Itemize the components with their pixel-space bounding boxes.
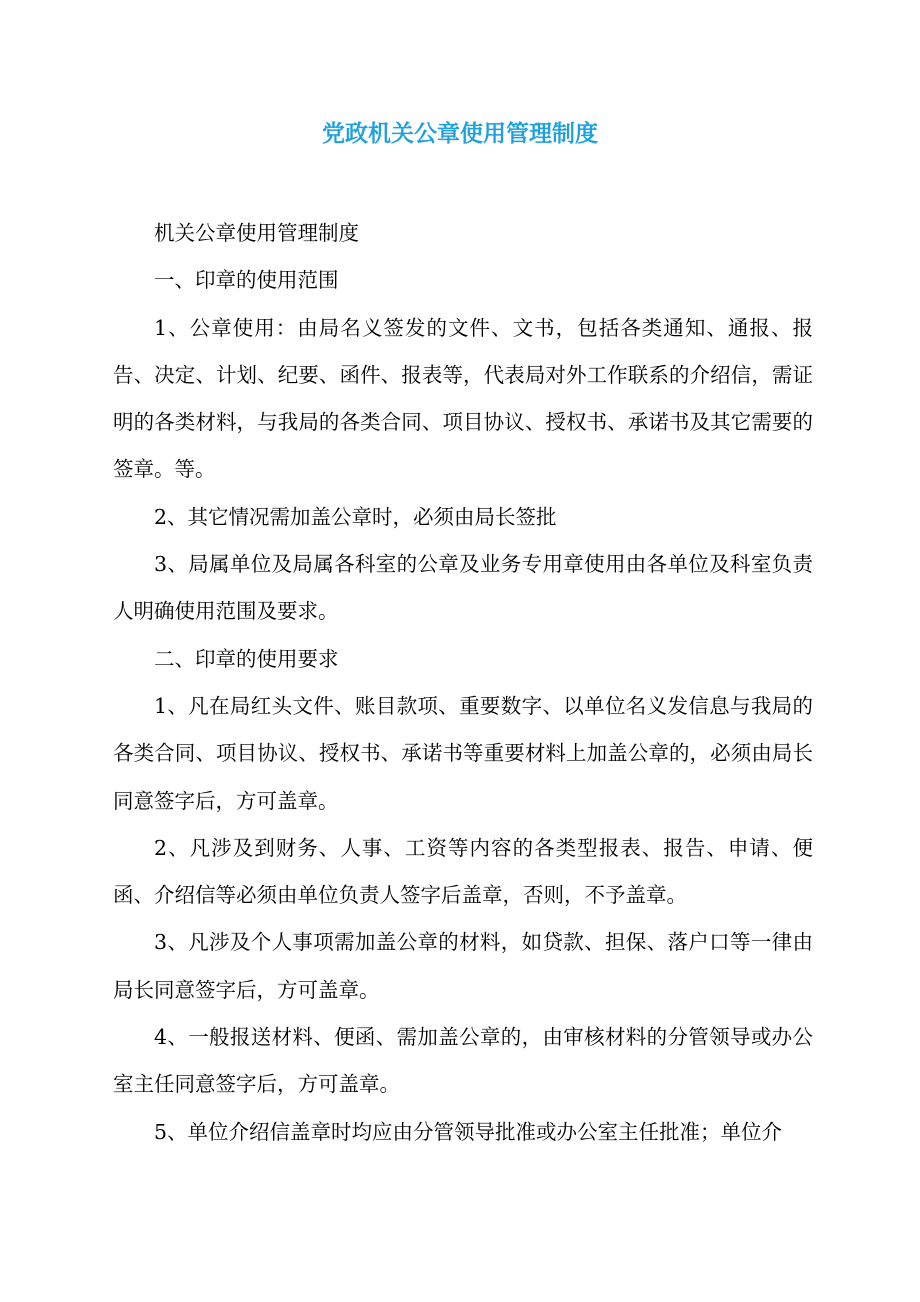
paragraph: 2、凡涉及到财务、人事、工资等内容的各类型报表、报告、申请、便函、介绍信等必须由单位负责人签字后盖章，否则，不予盖章。: [113, 835, 813, 908]
paragraph: 1、凡在局红头文件、账目款项、重要数字、以单位名义发信息与我局的各类合同、项目协议、授权书、承诺书等重要材料上加盖公章的，必须由局长同意签字后，方可盖章。: [113, 693, 813, 813]
section-heading-usage-scope: 一、印章的使用范围: [154, 268, 339, 293]
paragraph: 2、其它情况需加盖公章时，必须由局长签批: [154, 504, 557, 529]
paragraph: 4、一般报送材料、便函、需加盖公章的，由审核材料的分管领导或办公室主任同意签字后，方可盖章。: [113, 1025, 813, 1097]
paragraph: 5、单位介绍信盖章时均应由分管领导批准或办公室主任批准；单位介: [154, 1119, 783, 1144]
paragraph: 1、公章使用：由局名义签发的文件、文书，包括各类通知、通报、报告、决定、计划、纪要、函件、报表等，代表局对外工作联系的介绍信，需证明的各类材料，与我局的各类合同、项目协议、授权书、承诺书及其它需要的签章。等。: [113, 315, 813, 482]
paragraph: 3、凡涉及个人事项需加盖公章的材料，如贷款、担保、落户口等一律由局长同意签字后，方可盖章。: [113, 930, 813, 1002]
paragraph: 3、局属单位及局属各科室的公章及业务专用章使用由各单位及科室负责人明确使用范围及要求。: [113, 552, 813, 624]
document-title: 党政机关公章使用管理制度: [322, 121, 598, 147]
section-heading-usage-requirements: 二、印章的使用要求: [154, 646, 339, 671]
subtitle-paragraph: 机关公章使用管理制度: [154, 221, 359, 245]
document-body: [113, 210, 813, 1156]
